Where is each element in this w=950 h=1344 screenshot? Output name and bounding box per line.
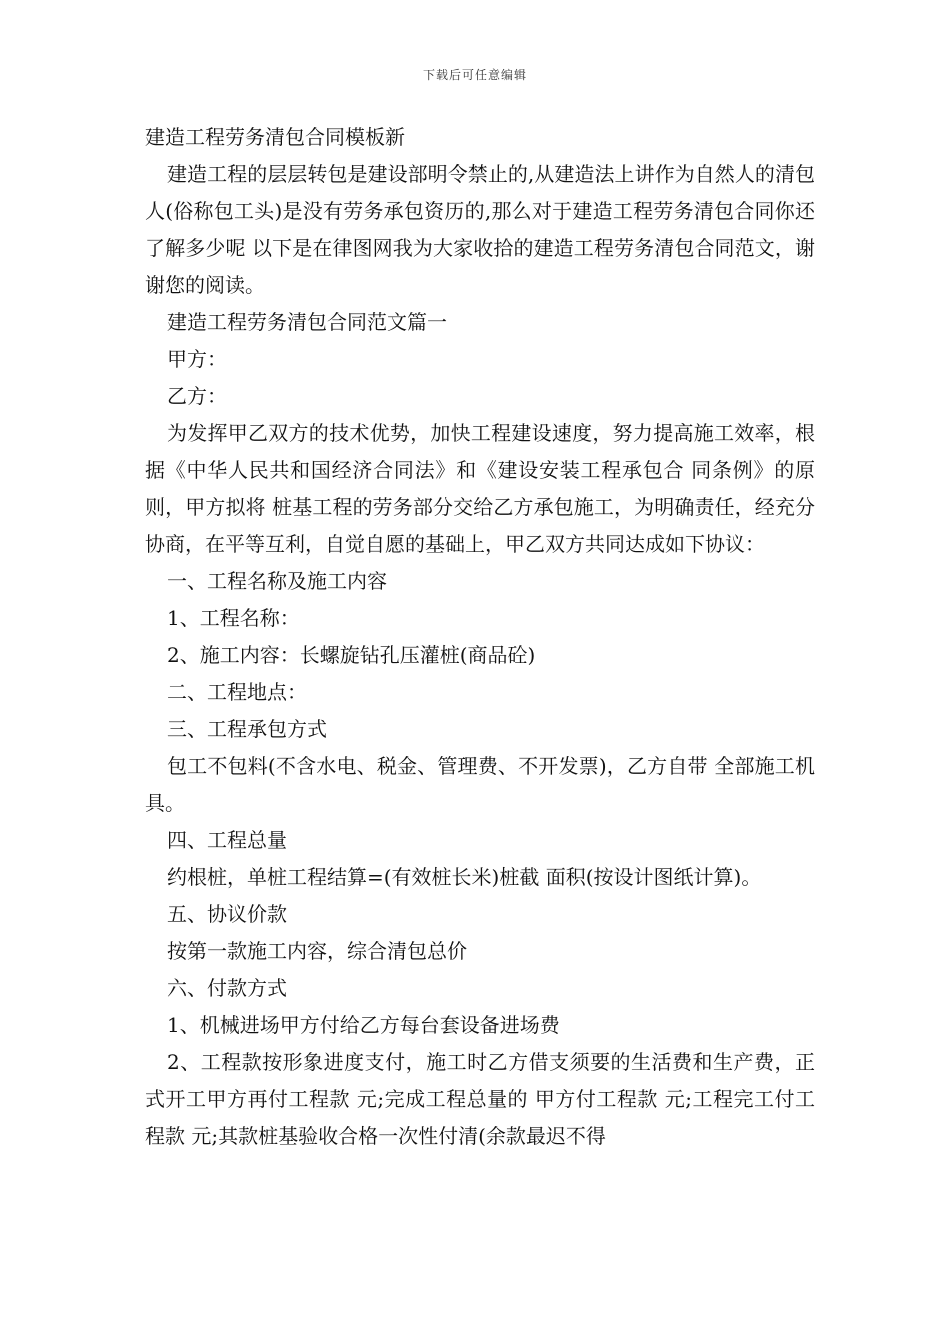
clause-heading-4: 四、工程总量 [167, 828, 287, 852]
paragraph-preamble: 为发挥甲乙双方的技术优势，加快工程建设速度，努力提高施工效率，根据《中华人民共和国经济合同法》和《建设安装工程承包合 同条例》的原则，甲方拟将 桩基工程的劳务部分交给乙方承包施工，为明确责任，经充分协商，在平等互利，自觉自愿的基础上，甲乙双方共同达成如下协议： [145, 421, 815, 556]
document-body [145, 119, 815, 1155]
document-title: 建造工程劳务清包合同模板新 [145, 125, 405, 149]
party-a-label: 甲方： [167, 347, 227, 371]
clause-4-text: 约根桩，单桩工程结算=(有效桩长米)桩截 面积(按设计图纸计算)。 [167, 865, 762, 889]
clause-5-text: 按第一款施工内容，综合清包总价 [167, 939, 467, 963]
section-heading-sample: 建造工程劳务清包合同范文篇一 [167, 310, 447, 334]
clause-heading-1: 一、工程名称及施工内容 [167, 569, 387, 593]
clause-heading-6: 六、付款方式 [167, 976, 287, 1000]
clause-6-item-2: 2、工程款按形象进度支付，施工时乙方借支须要的生活费和生产费，正式开工甲方再付工程款 元;完成工程总量的 甲方付工程款 元;工程完工付工程款 元;其款桩基验收合格一次性付清(余款最迟不得 [145, 1050, 815, 1148]
clause-heading-2: 二、工程地点： [167, 680, 307, 704]
clause-1-item-1: 1、工程名称： [167, 606, 300, 630]
page-header-note: 下载后可任意编辑 [422, 68, 527, 82]
party-b-label: 乙方： [167, 384, 227, 408]
paragraph-intro: 建造工程的层层转包是建设部明令禁止的,从建造法上讲作为自然人的清包人(俗称包工头)是没有劳务承包资历的,那么对于建造工程劳务清包合同你还了解多少呢 以下是在律图网我为大家收拾的建造工程劳务清包合同范文，谢谢您的阅读。 [145, 162, 815, 297]
clause-1-item-2: 2、施工内容：长螺旋钻孔压灌桩(商品砼) [167, 643, 536, 667]
clause-6-item-1: 1、机械进场甲方付给乙方每台套设备进场费 [167, 1013, 560, 1037]
clause-3-text: 包工不包料(不含水电、税金、管理费、不开发票)，乙方自带 全部施工机具。 [145, 754, 815, 815]
clause-heading-5: 五、协议价款 [167, 902, 287, 926]
clause-heading-3: 三、工程承包方式 [167, 717, 327, 741]
